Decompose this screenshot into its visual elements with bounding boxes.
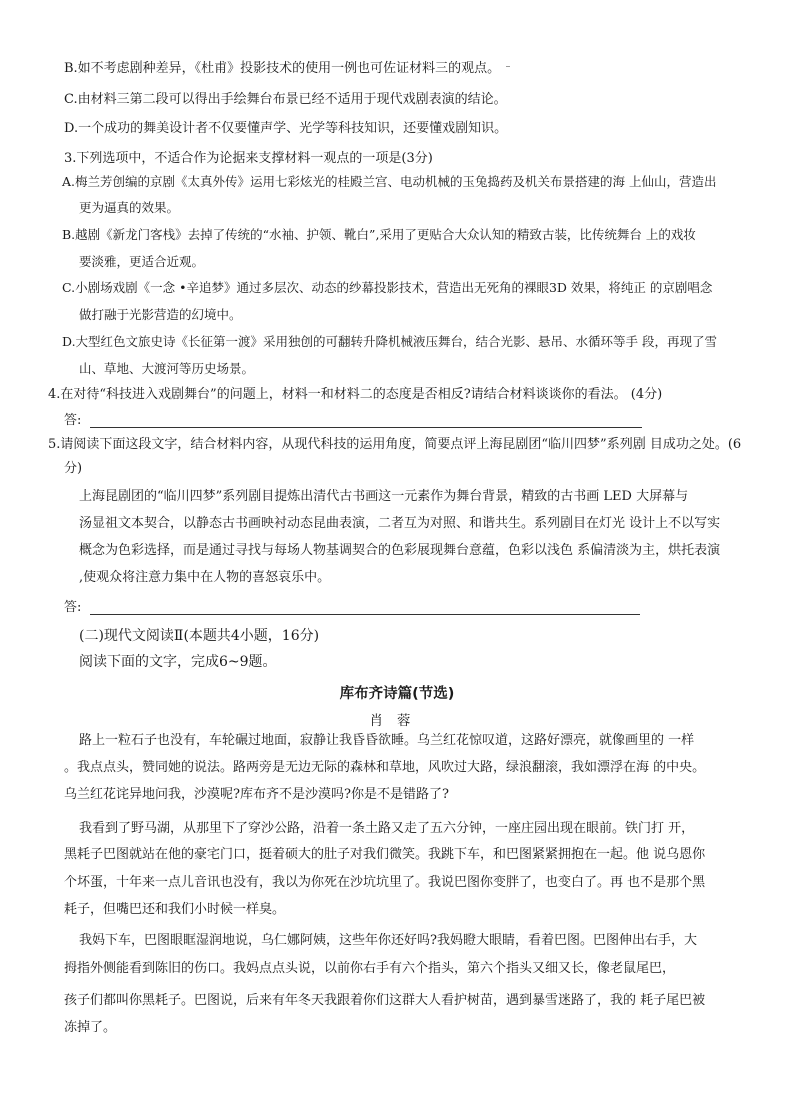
article-title: 库布齐诗篇(节选) — [339, 686, 455, 702]
q3-stem: 3.下列选项中，不适合作为论据来支撑材料一观点的一项是(3分) — [64, 151, 433, 166]
article-line: 冻掉了。 — [64, 1020, 117, 1035]
q4-answer-line[interactable] — [90, 427, 642, 428]
q2-option-b: B.如不考虑剧种差异，《杜甫》投影技术的使用一例也可佐证材料三的观点。 — [64, 61, 501, 76]
q5-passage-line: 概念为色彩选择，而是通过寻找与每场人物基调契合的色彩展现舞台意蕴，色彩以浅色 系偏清淡为主，烘托表演 — [79, 543, 721, 558]
article-line: 乌兰红花诧异地问我，沙漠呢?库布齐不是沙漠吗?你是不是错路了? — [64, 787, 449, 802]
q3-option-a-cont: 更为逼真的效果。 — [79, 200, 180, 215]
q5-passage-line: 上海昆剧团的“临川四梦”系列剧目提炼出清代古书画这一元素作为舞台背景，精致的古书画 LED 大屏幕与 — [79, 489, 689, 504]
article-author: 肖蓉 — [369, 713, 425, 729]
q3-option-d-cont: 山、草地、大渡河等历史场景。 — [79, 361, 255, 376]
article-line: 耗子，但嘴巴还和我们小时候一样臭。 — [64, 902, 286, 917]
q5-answer-label: 答: — [64, 600, 82, 615]
article-line: 我看到了野马湖，从那里下了穿沙公路，沿着一条土路又走了五六分钟，一座庄园出现在眼前。铁门打 开， — [79, 821, 695, 836]
q3-option-a: A.梅兰芳创编的京剧《太真外传》运用七彩炫光的桂殿兰宫、电动机械的玉兔捣药及机关布景搭建的海 上仙山，营造出 — [62, 174, 717, 189]
article-line: 。我点点头，赞同她的说法。路两旁是无边无际的森林和草地，风吹过大路，绿浪翻滚，我如漂浮在海 的中央。 — [64, 760, 706, 775]
article-line: 我妈下车，巴图眼眶湿润地说，乌仁娜阿姨，这些年你还好吗?我妈瞪大眼睛，看着巴图。巴图伸出右手，大 — [79, 933, 697, 948]
stray-mark — [506, 66, 510, 67]
q5-passage-line: ,使观众将注意力集中在人物的喜怒哀乐中。 — [79, 570, 331, 585]
article-line: 个坏蛋，十年来一点儿音讯也没有，我以为你死在沙坑坑里了。我说巴图你变胖了，也变白了。再 也不是那个黑 — [64, 875, 706, 890]
section-heading: (二)现代文阅读Ⅱ(本题共4小题，16分) — [79, 628, 320, 644]
q5-passage-line: 汤显祖文本契合，以静态古书画映衬动态昆曲表演，二者互为对照、和谐共生。系列剧目在灯光 设计上不以写实 — [79, 516, 721, 531]
q2-option-c: C.由材料三第二段可以得出手绘舞台布景已经不适用于现代戏剧表演的结论。 — [64, 92, 507, 107]
article-line: 黑耗子巴图就站在他的豪宅门口，挺着硕大的肚子对我们微笑。我跳下车，和巴图紧紧拥抱在一起。他 说乌恩你 — [64, 847, 706, 862]
q5-stem: 5.请阅读下面这段文字，结合材料内容，从现代科技的运用角度，简要点评上海昆剧团“临川四梦”系列剧 目成功之处。(6 — [48, 437, 742, 452]
article-line: 路上一粒石子也没有，车轮碾过地面，寂静让我昏昏欲睡。乌兰红花惊叹道，这路好漂亮，就像画里的 一样 — [79, 733, 695, 748]
q5-answer-line[interactable] — [90, 614, 640, 615]
q3-option-b: B.越剧《新龙门客栈》去掉了传统的“水袖、护领、靴白”,采用了更贴合大众认知的精致古装，比传统舞台 上的戏妆 — [62, 227, 696, 242]
section-instruction: 阅读下面的文字，完成6~9题。 — [79, 654, 277, 670]
q2-option-d: D.一个成功的舞美设计者不仅要懂声学、光学等科技知识，还要懂戏剧知识。 — [64, 121, 508, 136]
article-line: 拇指外侧能看到陈旧的伤口。我妈点点头说，以前你右手有六个指头，第六个指头又细又长，像老鼠尾巴， — [64, 961, 676, 976]
q3-option-c: C.小剧场戏剧《一念 •辛追梦》通过多层次、动态的纱幕投影技术，营造出无死角的裸眼3D 效果，将纯正 的京剧唱念 — [62, 280, 713, 295]
q3-option-d: D.大型红色文旅史诗《长征第一渡》采用独创的可翻转升降机械液压舞台，结合光影、悬吊、水循环等手 段，再现了雪 — [62, 334, 718, 349]
q5-stem-cont: 分) — [64, 461, 83, 476]
q4-stem: 4.在对待“科技进入戏剧舞台”的问题上，材料一和材料二的态度是否相反?请结合材料谈谈你的看法。 (4分) — [48, 387, 663, 402]
q3-option-b-cont: 要淡雅，更适合近观。 — [79, 254, 205, 269]
q4-answer-label: 答: — [64, 413, 82, 428]
q3-option-c-cont: 做打融于光影营造的幻境中。 — [79, 307, 242, 322]
article-line: 孩子们都叫你黑耗子。巴图说，后来有年冬天我跟着你们这群大人看护树苗，遇到暴雪迷路了，我的 耗子尾巴被 — [64, 993, 706, 1008]
